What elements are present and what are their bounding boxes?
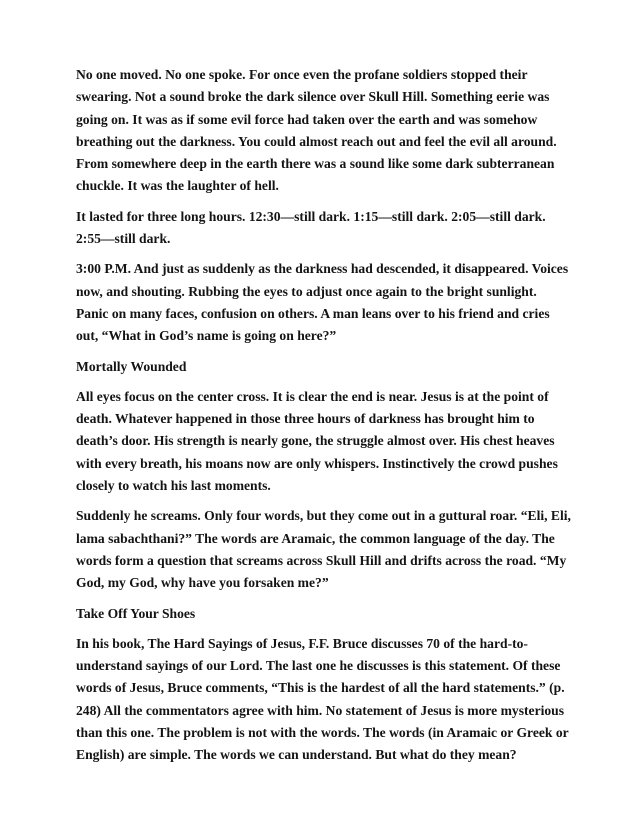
document-page [76, 64, 571, 775]
section-heading-take-off-your-shoes: Take Off Your Shoes [76, 605, 196, 621]
paragraph-three-pm: 3:00 P.M. And just as suddenly as the darkness had descended, it disappeared. Voices now, and shouting. Rubbing the eyes to adjust once again to the bright sunlight. Panic on many faces, confusion on others. A man leans over to his friend and cries out, “What in God’s name is going on here?” [76, 261, 569, 344]
paragraph-three-hours: It lasted for three long hours. 12:30—still dark. 1:15—still dark. 2:05—still dark. 2:55—still dark. [76, 208, 546, 247]
paragraph-he-screams: Suddenly he screams. Only four words, but they come out in a guttural roar. “Eli, Eli, lama sabachthani?” The words are Aramaic, the common language of the day. The words form a question that screams across Skull Hill and drifts across the road. “My God, my God, why have you forsaken me?” [76, 508, 571, 591]
paragraph-darkness-silence: No one moved. No one spoke. For once even the profane soldiers stopped their swearing. Not a sound broke the dark silence over Skull Hill. Something eerie was going on. It was as if some evil force had taken over the earth and was somehow breathing out the darkness. You could almost reach out and feel the evil all around. From somewhere deep in the earth there was a sound like some dark subterranean chuckle. It was the laughter of hell. [76, 67, 557, 194]
section-heading-mortally-wounded: Mortally Wounded [76, 358, 187, 374]
paragraph-center-cross: All eyes focus on the center cross. It is clear the end is near. Jesus is at the point of death. Whatever happened in those three hours of darkness has brought him to death’s door. His strength is nearly gone, the struggle almost over. His chest heaves with every breath, his moans now are only whispers. Instinctively the crowd pushes closely to watch his last moments. [76, 388, 558, 494]
paragraph-hard-sayings: In his book, The Hard Sayings of Jesus, F.F. Bruce discusses 70 of the hard-to-understand sayings of our Lord. The last one he discusses is this statement. Of these words of Jesus, Bruce comments, “This is the hardest of all the hard statements.” (p. 248) All the commentators agree with him. No statement of Jesus is more mysterious than this one. The problem is not with the words. The words (in Aramaic or Greek or English) are simple. The words we can understand. But what do they mean? [76, 635, 569, 763]
